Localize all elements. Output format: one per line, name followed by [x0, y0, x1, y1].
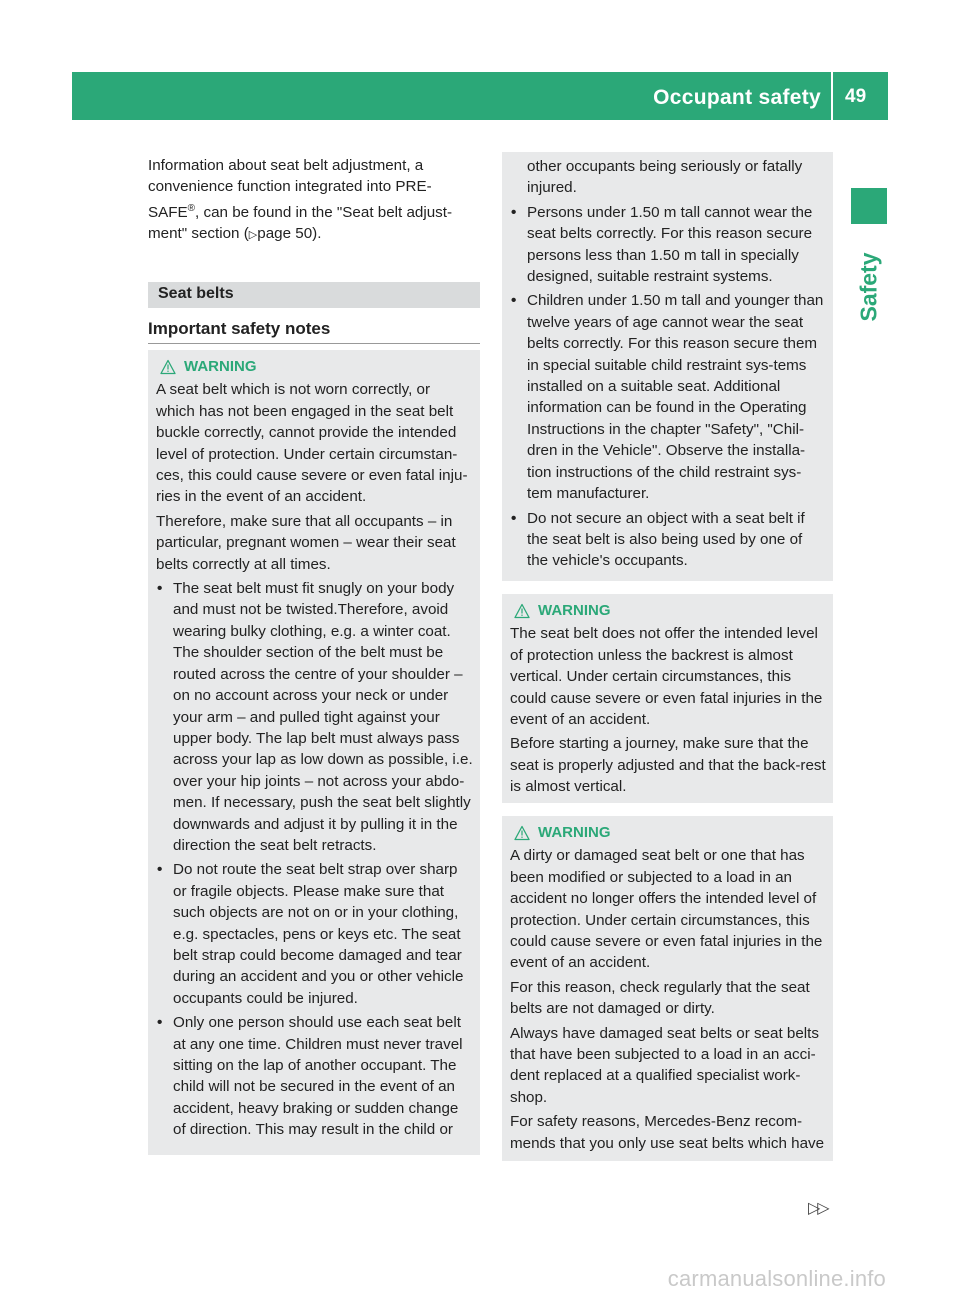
- warning-label: WARNING: [538, 824, 611, 841]
- watermark: carmanualsonline.info: [667, 1266, 886, 1291]
- warning-box: [502, 594, 833, 803]
- warning-box-continued: [502, 152, 833, 581]
- warning-triangle-icon: [160, 359, 176, 375]
- registered-mark: ®: [187, 202, 196, 214]
- continue-arrows-icon: ▷▷: [808, 1200, 827, 1217]
- warning-paragraph: For this reason, check regularly that the seat belts are not damaged or dirty.: [510, 978, 810, 1018]
- warning-header: [510, 822, 826, 843]
- warning-header: [156, 356, 473, 377]
- side-tab: [851, 232, 887, 342]
- section-subtitle: Important safety notes: [148, 319, 331, 338]
- warning-triangle-icon: [514, 603, 530, 619]
- warning-paragraph: The seat belt does not offer the intended level of protection unless the backrest is almost vertical. Under certain circumstances, this could cause severe or even fatal injuries in the event of an accident.: [510, 625, 823, 729]
- warning-paragraph: A dirty or damaged seat belt or one that has been modified or subjected to a load in an accident no longer offers the intended level of protection. Under certain circumstances, this could cause severe or even fatal injuries in the event of an accident.: [510, 847, 823, 972]
- warning-paragraph: Always have damaged seat belts or seat belts that have been subjected to a load in an acci-dent replaced at a qualified specialist work-shop.: [510, 1024, 819, 1106]
- section-heading-bar: [148, 282, 480, 308]
- warning-paragraph: Before starting a journey, make sure that the seat is properly adjusted and that the back-rest is almost vertical.: [510, 735, 826, 796]
- intro-text: [148, 155, 482, 247]
- warning-list: [510, 202, 826, 572]
- page-number: 49: [845, 86, 867, 107]
- warning-triangle-icon: [514, 825, 530, 841]
- header-title: Occupant safety: [653, 86, 821, 109]
- list-item: • Do not secure an object with a seat belt if the seat belt is also being used by one of the vehicle's occupants.: [510, 508, 826, 572]
- warning-paragraph: other occupants being seriously or fatally injured.: [527, 158, 803, 197]
- side-tab-marker: [851, 188, 887, 224]
- list-item: • The seat belt must fit snugly on your body and must not be twisted.Therefore, avoid wearing bulky clothing, e.g. a winter coat. The shoulder section of the belt must be routed across the centre of your shoulder – on no account across your neck or under your arm – and pulled tight against your upper body. The lap belt must always pass across your lap as low down as possible, i.e. over your hip joints – not across your abdo-men. If necessary, push the seat belt slightly downwards and adjust it by pulling it in the direction the seat belt retracts.: [156, 578, 473, 856]
- warning-label: WARNING: [184, 358, 257, 375]
- header-separator: [831, 72, 833, 120]
- warning-box: [148, 350, 480, 1155]
- divider: [148, 343, 480, 344]
- section-title: Seat belts: [158, 285, 234, 302]
- intro-paragraph: Information about seat belt adjustment, a convenience function integrated into PRE-SAFE®, can be found in the "Seat belt adjust-ment" section (▷page 50).: [148, 157, 453, 243]
- warning-paragraph: A seat belt which is not worn correctly, or which has not been engaged in the seat belt buckle correctly, cannot provide the intended level of protection. Under certain circumstan-ces, this could cause severe or even fatal inju-ries in the event of an accident.: [156, 381, 468, 506]
- side-tab-label: Safety: [855, 252, 882, 322]
- warning-header: [510, 600, 826, 621]
- warning-paragraph: Therefore, make sure that all occupants – in particular, pregnant women – wear their seat belts correctly at all times.: [156, 512, 456, 573]
- warning-box: [502, 816, 833, 1161]
- page-reference-icon: ▷: [248, 229, 258, 242]
- page-reference-link[interactable]: page 50).: [257, 225, 322, 243]
- list-item: • Persons under 1.50 m tall cannot wear the seat belts correctly. For this reason secure persons less than 1.50 m tall in specially designed, suitable restraint systems.: [510, 202, 826, 288]
- warning-paragraph: For safety reasons, Mercedes-Benz recom-mends that you only use seat belts which have: [510, 1113, 825, 1152]
- list-item: • Do not route the seat belt strap over sharp or fragile objects. Please make sure that such objects are not on or in your clothing, e.g. spectacles, pens or keys etc. The seat belt strap could become damaged and tear during an accident and you or other vehicle occupants could be injured.: [156, 859, 473, 1009]
- list-item: • Children under 1.50 m tall and younger than twelve years of age cannot wear the seat belts correctly. For this reason secure them in special suitable child restraint sys-tems installed on a suitable seat. Additional information can be found in the Operating Instructions in the chapter "Safety", "Chil-dren in the Vehicle". Observe the installa-tion instructions of the child restraint sys-tem manufacturer.: [510, 290, 826, 504]
- warning-label: WARNING: [538, 602, 611, 619]
- list-item: • Only one person should use each seat belt at any one time. Children must never travel sitting on the lap of another occupant. The child will not be secured in the event of an accident, heavy braking or sudden change of direction. This may result in the child or: [156, 1012, 473, 1140]
- warning-list: [156, 578, 473, 1141]
